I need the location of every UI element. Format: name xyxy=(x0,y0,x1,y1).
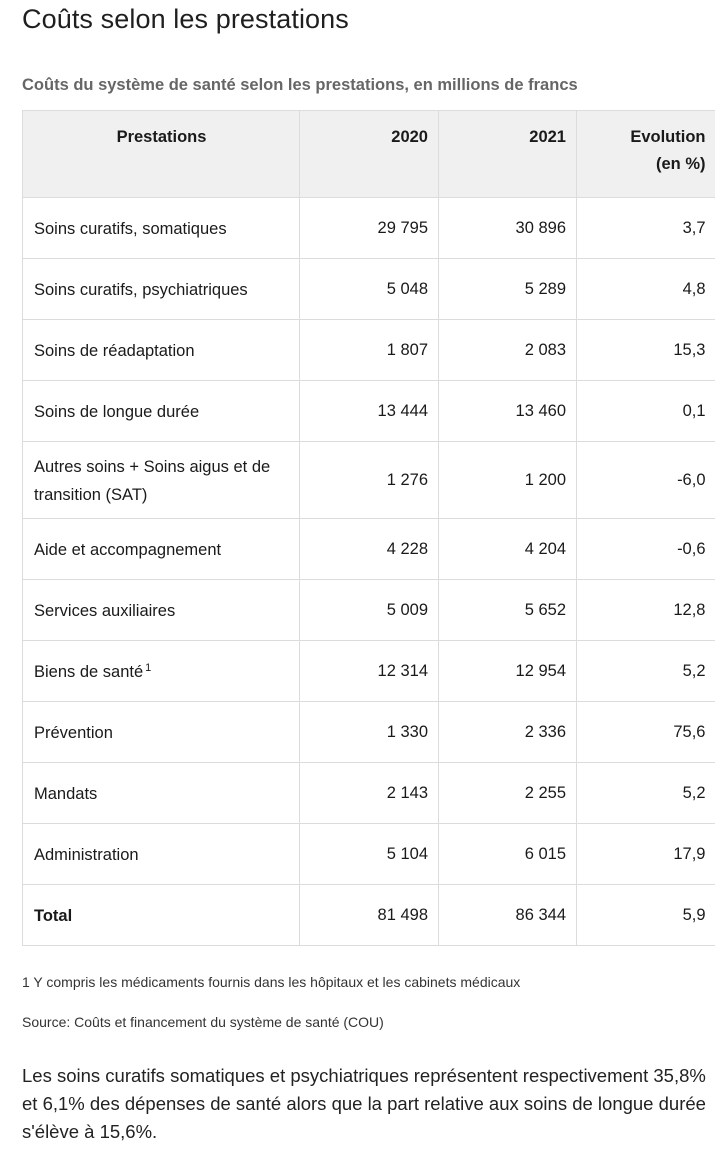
value-2020: 12 314 xyxy=(300,641,439,702)
header-evolution-line2: (en %) xyxy=(656,155,706,173)
value-evolution: 75,6 xyxy=(577,702,715,763)
value-2021: 5 652 xyxy=(439,580,577,641)
table-row xyxy=(23,381,715,442)
value-evolution: 5,2 xyxy=(577,763,715,824)
page-title: Coûts selon les prestations xyxy=(22,4,349,34)
row-label: Services auxiliaires xyxy=(23,580,300,641)
value-2020: 5 104 xyxy=(300,824,439,885)
total-2020: 81 498 xyxy=(300,885,439,946)
row-label: Aide et accompagnement xyxy=(23,519,300,580)
header-evolution xyxy=(577,111,715,198)
value-2020: 13 444 xyxy=(300,381,439,442)
table-row xyxy=(23,702,715,763)
row-label: Mandats xyxy=(23,763,300,824)
value-2021: 2 336 xyxy=(439,702,577,763)
table-caption: Coûts du système de santé selon les prestations, en millions de francs xyxy=(22,76,578,94)
table-header-row xyxy=(23,111,715,198)
table-row xyxy=(23,580,715,641)
value-2021: 13 460 xyxy=(439,381,577,442)
value-2020: 29 795 xyxy=(300,198,439,259)
value-2021: 6 015 xyxy=(439,824,577,885)
value-evolution: 3,7 xyxy=(577,198,715,259)
total-label: Total xyxy=(23,885,300,946)
value-2021: 30 896 xyxy=(439,198,577,259)
value-evolution: 0,1 xyxy=(577,381,715,442)
costs-table xyxy=(22,110,715,946)
table-row xyxy=(23,442,715,519)
value-2021: 5 289 xyxy=(439,259,577,320)
row-label: Administration xyxy=(23,824,300,885)
header-2020: 2020 xyxy=(300,111,439,198)
total-2021: 86 344 xyxy=(439,885,577,946)
header-2021: 2021 xyxy=(439,111,577,198)
row-label-with-footnote xyxy=(23,641,300,702)
summary-paragraph: Les soins curatifs somatiques et psychiatriques représentent respectivement 35,8% et 6,1% des dépenses de santé alors que la part relative aux soins de longue durée s'élève à 15,6%. xyxy=(22,1065,706,1142)
row-label: Biens de santé xyxy=(34,662,144,681)
value-evolution: 5,2 xyxy=(577,641,715,702)
total-evolution: 5,9 xyxy=(577,885,715,946)
table-row xyxy=(23,320,715,381)
row-label: Soins curatifs, psychiatriques xyxy=(23,259,300,320)
footnote-text: 1 Y compris les médicaments fournis dans les hôpitaux et les cabinets médicaux xyxy=(22,974,521,990)
table-row xyxy=(23,641,715,702)
value-2021: 2 083 xyxy=(439,320,577,381)
header-evolution-line1: Evolution xyxy=(630,128,706,146)
value-2020: 5 048 xyxy=(300,259,439,320)
value-2020: 1 807 xyxy=(300,320,439,381)
row-label: Soins de réadaptation xyxy=(23,320,300,381)
header-prestations: Prestations xyxy=(23,111,300,198)
table-row xyxy=(23,259,715,320)
value-evolution: 12,8 xyxy=(577,580,715,641)
row-label: Autres soins + Soins aigus et de transition (SAT) xyxy=(23,442,300,519)
table-row xyxy=(23,198,715,259)
row-label: Prévention xyxy=(23,702,300,763)
value-2021: 4 204 xyxy=(439,519,577,580)
value-2021: 1 200 xyxy=(439,442,577,519)
value-evolution: 15,3 xyxy=(577,320,715,381)
row-label: Soins curatifs, somatiques xyxy=(23,198,300,259)
footnote-marker: 1 xyxy=(145,661,152,674)
table-row xyxy=(23,824,715,885)
value-2020: 4 228 xyxy=(300,519,439,580)
value-evolution: 4,8 xyxy=(577,259,715,320)
value-2020: 5 009 xyxy=(300,580,439,641)
value-evolution: -0,6 xyxy=(577,519,715,580)
table-row xyxy=(23,519,715,580)
value-2020: 2 143 xyxy=(300,763,439,824)
value-2020: 1 276 xyxy=(300,442,439,519)
table-total-row xyxy=(23,885,715,946)
value-evolution: 17,9 xyxy=(577,824,715,885)
source-text: Source: Coûts et financement du système de santé (COU) xyxy=(22,1014,384,1030)
table-row xyxy=(23,763,715,824)
row-label: Soins de longue durée xyxy=(23,381,300,442)
value-2021: 2 255 xyxy=(439,763,577,824)
value-2020: 1 330 xyxy=(300,702,439,763)
value-2021: 12 954 xyxy=(439,641,577,702)
value-evolution: -6,0 xyxy=(577,442,715,519)
